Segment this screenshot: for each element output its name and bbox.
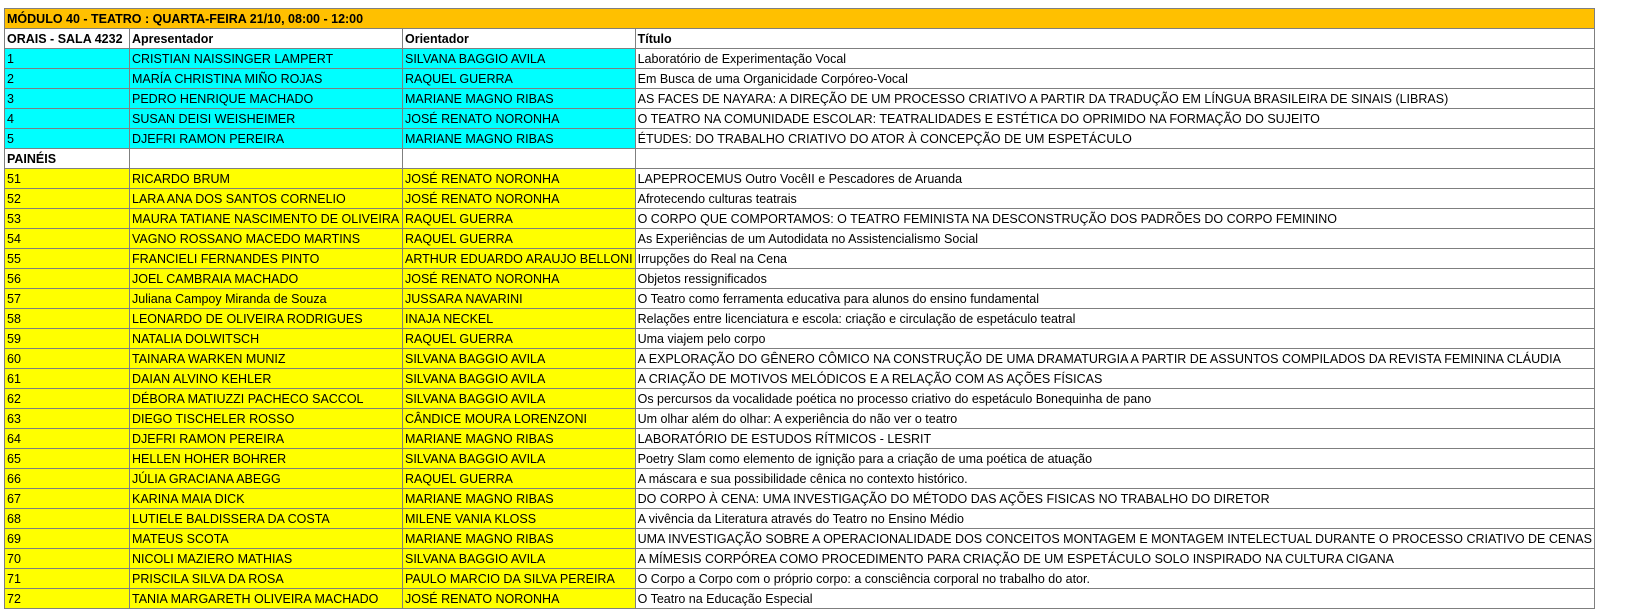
advisor-cell: JOSÉ RENATO NORONHA [403, 269, 636, 289]
title-cell: Laboratório de Experimentação Vocal [635, 49, 1594, 69]
advisor-cell: JOSÉ RENATO NORONHA [403, 169, 636, 189]
table-row [5, 69, 1595, 89]
title-cell: A EXPLORAÇÃO DO GÊNERO CÔMICO NA CONSTRUÇÃO DE UMA DRAMATURGIA A PARTIR DE ASSUNTOS COMPILADOS DA REVISTA FEMININA CLÁUDIA [635, 349, 1594, 369]
row-number: 72 [5, 589, 130, 609]
advisor-cell: JUSSARA NAVARINI [403, 289, 636, 309]
table-row [5, 189, 1595, 209]
presenter-cell: DIEGO TISCHELER ROSSO [130, 409, 403, 429]
title-cell: A vivência da Literatura através do Teatro no Ensino Médio [635, 509, 1594, 529]
row-number: 68 [5, 509, 130, 529]
title-cell: ÉTUDES: DO TRABALHO CRIATIVO DO ATOR À CONCEPÇÃO DE UM ESPETÁCULO [635, 129, 1594, 149]
presenter-cell: RICARDO BRUM [130, 169, 403, 189]
row-number: 53 [5, 209, 130, 229]
presenter-cell: DAIAN ALVINO KEHLER [130, 369, 403, 389]
title-cell: O Teatro na Educação Especial [635, 589, 1594, 609]
title-cell: Uma viajem pelo corpo [635, 329, 1594, 349]
advisor-cell: JOSÉ RENATO NORONHA [403, 589, 636, 609]
header-orais-sala: ORAIS - SALA 4232 [5, 29, 130, 49]
table-row [5, 209, 1595, 229]
title-cell: Os percursos da vocalidade poética no processo criativo do espetáculo Bonequinha de pano [635, 389, 1594, 409]
advisor-cell: SILVANA BAGGIO AVILA [403, 449, 636, 469]
header-row [5, 29, 1595, 49]
presenter-cell: LARA ANA DOS SANTOS CORNELIO [130, 189, 403, 209]
title-cell: Em Busca de uma Organicidade Corpóreo-Vocal [635, 69, 1594, 89]
table-row [5, 309, 1595, 329]
presenter-cell: JOEL CAMBRAIA MACHADO [130, 269, 403, 289]
table-row [5, 249, 1595, 269]
row-number: 67 [5, 489, 130, 509]
advisor-cell: MARIANE MAGNO RIBAS [403, 129, 636, 149]
row-number: 66 [5, 469, 130, 489]
advisor-cell: RAQUEL GUERRA [403, 229, 636, 249]
table-row [5, 449, 1595, 469]
presenter-cell: MARÍA CHRISTINA MIÑO ROJAS [130, 69, 403, 89]
advisor-cell: SILVANA BAGGIO AVILA [403, 549, 636, 569]
presenter-cell: MAURA TATIANE NASCIMENTO DE OLIVEIRA [130, 209, 403, 229]
title-cell: A MÍMESIS CORPÓREA COMO PROCEDIMENTO PARA CRIAÇÃO DE UM ESPETÁCULO SOLO INSPIRADO NA CULTURA CIGANA [635, 549, 1594, 569]
presenter-cell: FRANCIELI FERNANDES PINTO [130, 249, 403, 269]
advisor-cell: MILENE VANIA KLOSS [403, 509, 636, 529]
presenter-cell: PEDRO HENRIQUE MACHADO [130, 89, 403, 109]
presenter-cell: VAGNO ROSSANO MACEDO MARTINS [130, 229, 403, 249]
presenter-cell: LEONARDO DE OLIVEIRA RODRIGUES [130, 309, 403, 329]
presenter-cell: NATALIA DOLWITSCH [130, 329, 403, 349]
schedule-table [4, 8, 1595, 609]
advisor-cell: RAQUEL GUERRA [403, 329, 636, 349]
presenter-cell: SUSAN DEISI WEISHEIMER [130, 109, 403, 129]
advisor-cell: MARIANE MAGNO RIBAS [403, 529, 636, 549]
table-row [5, 469, 1595, 489]
title-cell: O CORPO QUE COMPORTAMOS: O TEATRO FEMINISTA NA DESCONSTRUÇÃO DOS PADRÕES DO CORPO FEMININO [635, 209, 1594, 229]
presenter-cell: DÉBORA MATIUZZI PACHECO SACCOL [130, 389, 403, 409]
title-cell: Objetos ressignificados [635, 269, 1594, 289]
row-number: 56 [5, 269, 130, 289]
advisor-cell: MARIANE MAGNO RIBAS [403, 89, 636, 109]
advisor-cell: SILVANA BAGGIO AVILA [403, 369, 636, 389]
title-cell: Relações entre licenciatura e escola: criação e circulação de espetáculo teatral [635, 309, 1594, 329]
presenter-cell: Juliana Campoy Miranda de Souza [130, 289, 403, 309]
table-row [5, 529, 1595, 549]
table-row [5, 169, 1595, 189]
table-row [5, 349, 1595, 369]
row-number: 69 [5, 529, 130, 549]
presenter-cell: DJEFRI RAMON PEREIRA [130, 129, 403, 149]
row-number: 64 [5, 429, 130, 449]
advisor-cell: ARTHUR EDUARDO ARAUJO BELLONI [403, 249, 636, 269]
presenter-cell: DJEFRI RAMON PEREIRA [130, 429, 403, 449]
title-cell: DO CORPO À CENA: UMA INVESTIGAÇÃO DO MÉTODO DAS AÇÕES FISICAS NO TRABALHO DO DIRETOR [635, 489, 1594, 509]
advisor-cell: SILVANA BAGGIO AVILA [403, 389, 636, 409]
empty-cell [403, 149, 636, 169]
advisor-cell: RAQUEL GUERRA [403, 69, 636, 89]
row-number: 71 [5, 569, 130, 589]
presenter-cell: PRISCILA SILVA DA ROSA [130, 569, 403, 589]
row-number: 62 [5, 389, 130, 409]
presenter-cell: KARINA MAIA DICK [130, 489, 403, 509]
advisor-cell: PAULO MARCIO DA SILVA PEREIRA [403, 569, 636, 589]
table-row [5, 269, 1595, 289]
row-number: 70 [5, 549, 130, 569]
header-orientador: Orientador [403, 29, 636, 49]
advisor-cell: SILVANA BAGGIO AVILA [403, 49, 636, 69]
advisor-cell: INAJA NECKEL [403, 309, 636, 329]
schedule-body [5, 9, 1595, 609]
title-cell: A CRIAÇÃO DE MOTIVOS MELÓDICOS E A RELAÇÃO COM AS AÇÕES FÍSICAS [635, 369, 1594, 389]
row-number: 1 [5, 49, 130, 69]
title-cell: A máscara e sua possibilidade cênica no contexto histórico. [635, 469, 1594, 489]
title-cell: O Teatro como ferramenta educativa para alunos do ensino fundamental [635, 289, 1594, 309]
title-cell: O TEATRO NA COMUNIDADE ESCOLAR: TEATRALIDADES E ESTÉTICA DO OPRIMIDO NA FORMAÇÃO DO SUJEITO [635, 109, 1594, 129]
advisor-cell: RAQUEL GUERRA [403, 209, 636, 229]
title-cell: Um olhar além do olhar: A experiência do não ver o teatro [635, 409, 1594, 429]
table-row [5, 429, 1595, 449]
row-number: 54 [5, 229, 130, 249]
advisor-cell: RAQUEL GUERRA [403, 469, 636, 489]
empty-cell [635, 149, 1594, 169]
table-row [5, 589, 1595, 609]
title-cell: O Corpo a Corpo com o próprio corpo: a consciência corporal no trabalho do ator. [635, 569, 1594, 589]
module-title-row [5, 9, 1595, 29]
advisor-cell: JOSÉ RENATO NORONHA [403, 109, 636, 129]
table-row [5, 129, 1595, 149]
presenter-cell: TAINARA WARKEN MUNIZ [130, 349, 403, 369]
advisor-cell: CÂNDICE MOURA LORENZONI [403, 409, 636, 429]
title-cell: LAPEPROCEMUS Outro VocêII e Pescadores de Aruanda [635, 169, 1594, 189]
title-cell: AS FACES DE NAYARA: A DIREÇÃO DE UM PROCESSO CRIATIVO A PARTIR DA TRADUÇÃO EM LÍNGUA BRASILEIRA DE SINAIS (LIBRAS) [635, 89, 1594, 109]
table-row [5, 109, 1595, 129]
table-row [5, 509, 1595, 529]
table-row [5, 329, 1595, 349]
table-row [5, 369, 1595, 389]
header-titulo: Título [635, 29, 1594, 49]
row-number: 4 [5, 109, 130, 129]
row-number: 63 [5, 409, 130, 429]
row-number: 65 [5, 449, 130, 469]
table-row [5, 569, 1595, 589]
title-cell: Poetry Slam como elemento de ignição para a criação de uma poética de atuação [635, 449, 1594, 469]
table-row [5, 49, 1595, 69]
advisor-cell: SILVANA BAGGIO AVILA [403, 349, 636, 369]
row-number: 55 [5, 249, 130, 269]
row-number: 57 [5, 289, 130, 309]
presenter-cell: LUTIELE BALDISSERA DA COSTA [130, 509, 403, 529]
row-number: 2 [5, 69, 130, 89]
advisor-cell: MARIANE MAGNO RIBAS [403, 489, 636, 509]
table-row [5, 549, 1595, 569]
row-number: 59 [5, 329, 130, 349]
empty-cell [130, 149, 403, 169]
title-cell: Afrotecendo culturas teatrais [635, 189, 1594, 209]
presenter-cell: HELLEN HOHER BOHRER [130, 449, 403, 469]
title-cell: UMA INVESTIGAÇÃO SOBRE A OPERACIONALIDADE DOS CONCEITOS MONTAGEM E MONTAGEM INTELECTUAL DURANTE O PROCESSO CRIATIVO DE CENAS [635, 529, 1594, 549]
title-cell: LABORATÓRIO DE ESTUDOS RÍTMICOS - LESRIT [635, 429, 1594, 449]
presenter-cell: CRISTIAN NAISSINGER LAMPERT [130, 49, 403, 69]
paineis-section-row [5, 149, 1595, 169]
title-cell: As Experiências de um Autodidata no Assistencialismo Social [635, 229, 1594, 249]
presenter-cell: JÚLIA GRACIANA ABEGG [130, 469, 403, 489]
module-title: MÓDULO 40 - TEATRO : QUARTA-FEIRA 21/10, 08:00 - 12:00 [5, 9, 1595, 29]
presenter-cell: NICOLI MAZIERO MATHIAS [130, 549, 403, 569]
advisor-cell: MARIANE MAGNO RIBAS [403, 429, 636, 449]
presenter-cell: TANIA MARGARETH OLIVEIRA MACHADO [130, 589, 403, 609]
table-row [5, 489, 1595, 509]
table-row [5, 89, 1595, 109]
table-row [5, 289, 1595, 309]
title-cell: Irrupções do Real na Cena [635, 249, 1594, 269]
row-number: 61 [5, 369, 130, 389]
row-number: 3 [5, 89, 130, 109]
advisor-cell: JOSÉ RENATO NORONHA [403, 189, 636, 209]
row-number: 51 [5, 169, 130, 189]
table-row [5, 389, 1595, 409]
row-number: 58 [5, 309, 130, 329]
table-row [5, 409, 1595, 429]
row-number: 5 [5, 129, 130, 149]
table-row [5, 229, 1595, 249]
paineis-label: PAINÉIS [5, 149, 130, 169]
presenter-cell: MATEUS SCOTA [130, 529, 403, 549]
header-apresentador: Apresentador [130, 29, 403, 49]
row-number: 52 [5, 189, 130, 209]
row-number: 60 [5, 349, 130, 369]
